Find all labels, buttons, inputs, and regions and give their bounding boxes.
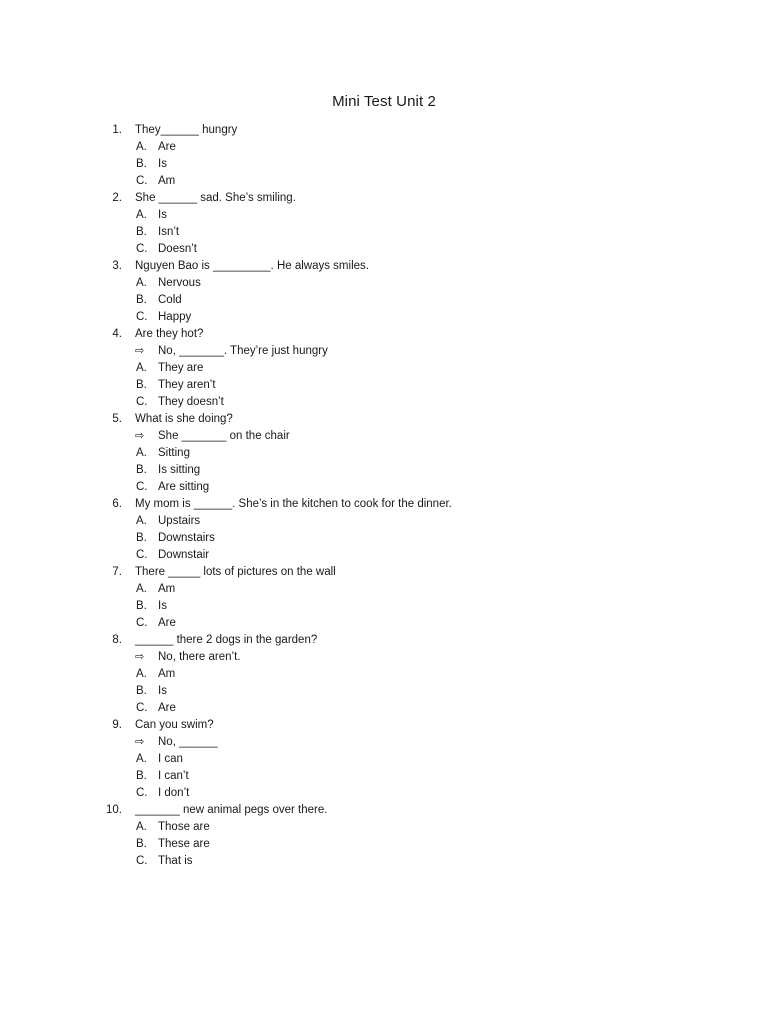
answer-option <box>0 683 768 700</box>
answer-option <box>0 581 768 598</box>
option-text: Is <box>158 685 167 697</box>
question-5 <box>0 411 768 428</box>
question-response <box>0 428 768 445</box>
option-label: B. <box>136 464 147 476</box>
option-label: B. <box>136 600 147 612</box>
question-7 <box>0 564 768 581</box>
question-number: 3. <box>112 260 122 272</box>
question-number: 1. <box>112 124 122 136</box>
option-text: Cold <box>158 294 182 306</box>
response-text: No, there aren’t. <box>158 651 241 663</box>
question-list <box>0 122 768 870</box>
question-number: 8. <box>112 634 122 646</box>
answer-option <box>0 224 768 241</box>
response-text: No, ______ <box>158 736 218 748</box>
option-text: Upstairs <box>158 515 201 527</box>
option-label: C. <box>136 787 148 799</box>
question-4 <box>0 326 768 343</box>
answer-option <box>0 241 768 258</box>
option-text: Downstair <box>158 549 210 561</box>
option-text: Is <box>158 600 167 612</box>
answer-option <box>0 598 768 615</box>
question-10 <box>0 802 768 819</box>
question-3 <box>0 258 768 275</box>
page-title: Mini Test Unit 2 <box>332 93 436 110</box>
answer-option <box>0 819 768 836</box>
option-label: C. <box>136 855 148 867</box>
question-number: 7. <box>112 566 122 578</box>
answer-option <box>0 173 768 190</box>
answer-option <box>0 853 768 870</box>
option-text: Is <box>158 158 167 170</box>
option-text: Am <box>158 583 176 595</box>
answer-option <box>0 700 768 717</box>
question-number: 10. <box>106 804 122 816</box>
question-text: _______ new animal pegs over there. <box>135 804 328 816</box>
answer-option <box>0 785 768 802</box>
question-text: Can you swim? <box>135 719 214 731</box>
option-text: Are sitting <box>158 481 210 493</box>
answer-option <box>0 394 768 411</box>
question-response <box>0 649 768 666</box>
response-text: She _______ on the chair <box>158 430 290 442</box>
option-text: Isn’t <box>158 226 180 238</box>
option-label: C. <box>136 617 148 629</box>
option-text: I can <box>158 753 183 765</box>
option-label: C. <box>136 396 148 408</box>
option-text: Are <box>158 617 176 629</box>
answer-option <box>0 513 768 530</box>
option-text: Those are <box>158 821 210 833</box>
question-6 <box>0 496 768 513</box>
response-text: No, _______. They’re just hungry <box>158 345 328 357</box>
option-text: Happy <box>158 311 192 323</box>
option-text: Is sitting <box>158 464 201 476</box>
question-text: They______ hungry <box>135 124 238 136</box>
question-1 <box>0 122 768 139</box>
answer-option <box>0 751 768 768</box>
option-text: Nervous <box>158 277 201 289</box>
answer-option <box>0 836 768 853</box>
option-label: B. <box>136 685 147 697</box>
option-label: C. <box>136 311 148 323</box>
answer-option <box>0 479 768 496</box>
option-label: B. <box>136 379 147 391</box>
option-text: Downstairs <box>158 532 215 544</box>
arrow-right-icon: ⇨ <box>135 430 145 442</box>
option-label: A. <box>136 141 147 153</box>
option-label: B. <box>136 532 147 544</box>
option-text: Are <box>158 702 176 714</box>
question-8 <box>0 632 768 649</box>
option-text: Am <box>158 175 176 187</box>
option-label: A. <box>136 447 147 459</box>
option-label: A. <box>136 362 147 374</box>
answer-option <box>0 615 768 632</box>
option-text: These are <box>158 838 210 850</box>
option-text: Sitting <box>158 447 190 459</box>
arrow-right-icon: ⇨ <box>135 736 145 748</box>
option-text: Am <box>158 668 176 680</box>
option-label: A. <box>136 753 147 765</box>
option-label: B. <box>136 838 147 850</box>
option-text: They aren’t <box>158 379 216 391</box>
arrow-right-icon: ⇨ <box>135 345 145 357</box>
option-text: That is <box>158 855 193 867</box>
option-label: A. <box>136 821 147 833</box>
question-response <box>0 343 768 360</box>
question-9 <box>0 717 768 734</box>
option-text: I can’t <box>158 770 189 782</box>
answer-option <box>0 768 768 785</box>
answer-option <box>0 207 768 224</box>
question-text: She ______ sad. She’s smiling. <box>135 192 296 204</box>
question-number: 6. <box>112 498 122 510</box>
option-label: A. <box>136 668 147 680</box>
option-label: A. <box>136 277 147 289</box>
question-text: My mom is ______. She’s in the kitchen to cook for the dinner. <box>135 498 452 510</box>
question-text: There _____ lots of pictures on the wall <box>135 566 336 578</box>
answer-option <box>0 309 768 326</box>
question-text: Nguyen Bao is _________. He always smiles. <box>135 260 369 272</box>
option-label: B. <box>136 226 147 238</box>
option-text: They are <box>158 362 204 374</box>
answer-option <box>0 445 768 462</box>
option-label: C. <box>136 243 148 255</box>
option-text: Doesn’t <box>158 243 197 255</box>
answer-option <box>0 666 768 683</box>
question-response <box>0 734 768 751</box>
answer-option <box>0 275 768 292</box>
question-2 <box>0 190 768 207</box>
answer-option <box>0 292 768 309</box>
option-label: A. <box>136 209 147 221</box>
option-text: Are <box>158 141 176 153</box>
answer-option <box>0 139 768 156</box>
question-number: 2. <box>112 192 122 204</box>
arrow-right-icon: ⇨ <box>135 651 145 663</box>
option-label: C. <box>136 549 148 561</box>
option-label: B. <box>136 770 147 782</box>
option-text: They doesn’t <box>158 396 224 408</box>
answer-option <box>0 360 768 377</box>
question-number: 5. <box>112 413 122 425</box>
question-text: Are they hot? <box>135 328 204 340</box>
option-label: A. <box>136 583 147 595</box>
option-label: B. <box>136 158 147 170</box>
question-number: 4. <box>112 328 122 340</box>
option-label: C. <box>136 175 148 187</box>
option-label: B. <box>136 294 147 306</box>
question-text: What is she doing? <box>135 413 233 425</box>
question-text: ______ there 2 dogs in the garden? <box>135 634 318 646</box>
answer-option <box>0 462 768 479</box>
answer-option <box>0 156 768 173</box>
option-label: C. <box>136 481 148 493</box>
option-label: C. <box>136 702 148 714</box>
question-number: 9. <box>112 719 122 731</box>
option-label: A. <box>136 515 147 527</box>
answer-option <box>0 530 768 547</box>
answer-option <box>0 547 768 564</box>
option-text: Is <box>158 209 167 221</box>
answer-option <box>0 377 768 394</box>
option-text: I don’t <box>158 787 190 799</box>
